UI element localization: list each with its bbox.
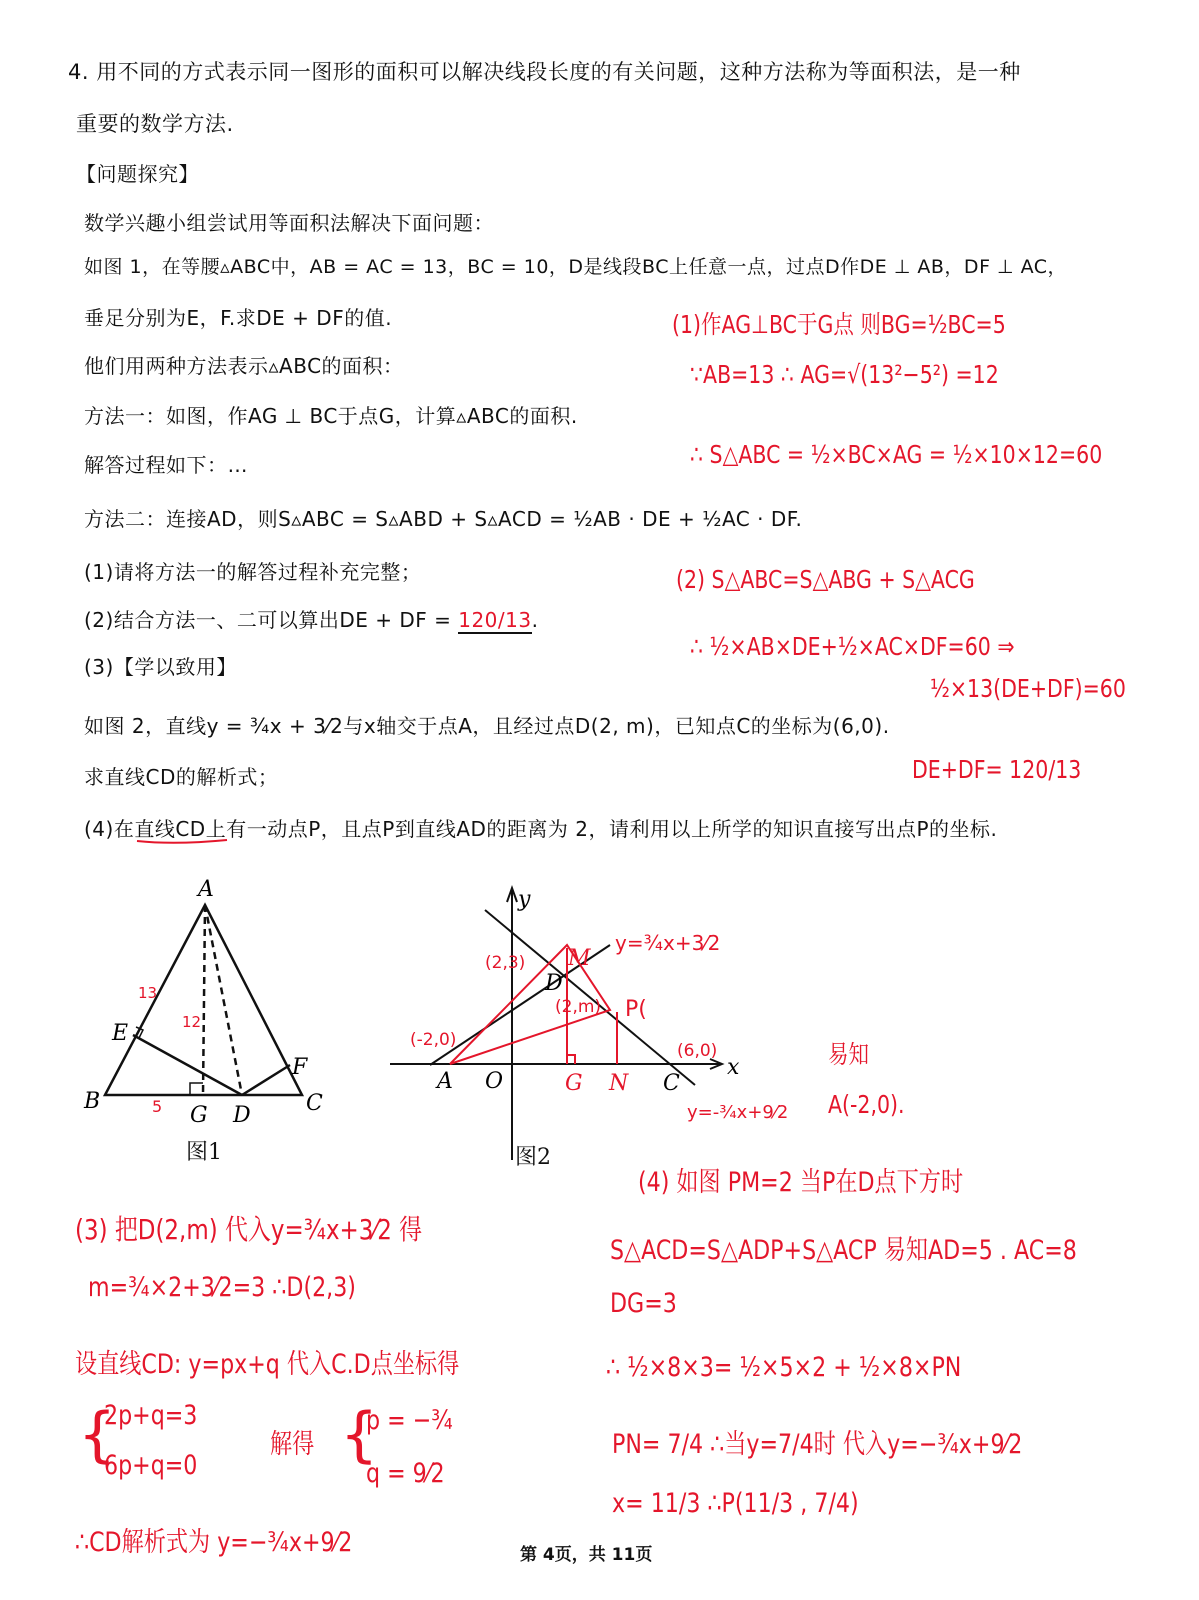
note-line-cd: y=-¾x+9⁄2 xyxy=(687,1102,789,1123)
fig2-label-d: D xyxy=(545,971,563,996)
answer-1-line-1: (1)作AG⊥BC于G点 则BG=½BC=5 xyxy=(672,310,1006,339)
section-title: 【问题探究】 xyxy=(76,162,199,186)
underline-mark xyxy=(135,836,230,846)
fig2-label-a: A xyxy=(437,1069,453,1094)
question-1: (1)请将方法一的解答过程补充完整； xyxy=(84,560,422,584)
answer-2-line-1: (2) S△ABC=S△ABG + S△ACG xyxy=(676,565,975,594)
problem-intro-2: 重要的数学方法. xyxy=(76,112,234,136)
fig1-text-2: 垂足分别为E，F.求DE + DF的值. xyxy=(84,306,393,330)
note-line-ad: y=¾x+3⁄2 xyxy=(615,931,721,955)
label-e: E xyxy=(112,1021,129,1046)
fig2-label-x: x xyxy=(727,1055,740,1080)
note-13: 13 xyxy=(138,984,158,1002)
note-a-coord: (-2,0) xyxy=(410,1030,457,1050)
question-3-text-2: 求直线CD的解析式； xyxy=(84,765,279,789)
label-b: B xyxy=(84,1089,101,1114)
brace-icon: { xyxy=(78,1400,117,1470)
question-2-text: (2)结合方法一、二可以算出DE + DF = xyxy=(84,608,459,632)
note-c-coord: (6,0) xyxy=(677,1041,718,1061)
figure-2-caption: 图2 xyxy=(515,1145,551,1170)
fig2-label-m: M xyxy=(568,946,591,971)
answer-3-line-1: (3) 把D(2,m) 代入y=¾x+3⁄2 得 xyxy=(75,1213,423,1246)
answer-3-solution-2: q = 9⁄2 xyxy=(366,1458,445,1489)
label-g: G xyxy=(190,1103,208,1128)
label-f: F xyxy=(292,1055,308,1080)
answer-3-solve: 解得 xyxy=(270,1429,315,1460)
fig2-label-o: O xyxy=(485,1069,504,1094)
question-3-text: 如图 2，直线y = ¾x + 3⁄2与x轴交于点A，且经过点D(2, m)，已知点C的坐标为(6,0). xyxy=(84,714,890,738)
answer-3-line-3: 设直线CD: y=px+q 代入C.D点坐标得 xyxy=(75,1349,460,1380)
answer-1-line-3: ∴ S△ABC = ½×BC×AG = ½×10×12=60 xyxy=(690,440,1103,469)
figure-1-caption: 图1 xyxy=(186,1140,222,1165)
answer-3-solution-1: p = −¾ xyxy=(366,1405,453,1436)
answer-3-line-4: ∴CD解析式为 y=−¾x+9⁄2 xyxy=(75,1527,353,1558)
answer-3-system-2: 6p+q=0 xyxy=(104,1450,198,1481)
answer-2-line-3: ½×13(DE+DF)=60 xyxy=(930,674,1126,703)
method-one-process: 解答过程如下：… xyxy=(84,453,248,477)
answer-4-line-6: x= 11/3 ∴P(11/3 , 7/4) xyxy=(612,1488,859,1519)
note-p: P( xyxy=(625,997,647,1022)
fig2-label-y: y xyxy=(518,887,531,912)
fig2-label-n: N xyxy=(609,1071,629,1096)
answer-1-line-2: ∵AB=13 ∴ AG=√(13²−5²) =12 xyxy=(690,360,999,389)
answer-3-system-1: 2p+q=3 xyxy=(104,1400,198,1431)
note-5: 5 xyxy=(152,1097,163,1116)
note-12: 12 xyxy=(182,1013,202,1031)
question-4: (4)在直线CD上有一动点P，且点P到直线AD的距离为 2，请利用以上所学的知识直接写出点P的坐标. xyxy=(84,817,998,841)
answer-4-line-2: S△ACD=S△ADP+S△ACP 易知AD=5 . AC=8 xyxy=(610,1235,1077,1266)
fig2-label-g: G xyxy=(565,1071,583,1096)
method-two: 方法二：连接AD，则S▵ABC = S▵ABD + S▵ACD = ½AB · DE + ½AC · DF. xyxy=(84,507,803,531)
side-note-2: A(-2,0). xyxy=(828,1090,905,1119)
answer-blank: 120/13 xyxy=(458,608,532,632)
side-note-1: 易知 xyxy=(828,1040,870,1069)
answer-4-line-3: DG=3 xyxy=(610,1288,677,1319)
note-dm-coord: (2,m) xyxy=(555,997,602,1017)
answer-2-line-2: ∴ ½×AB×DE+½×AC×DF=60 ⇒ xyxy=(690,632,1015,661)
label-a: A xyxy=(198,877,214,902)
fig2-label-c: C xyxy=(663,1071,680,1096)
question-2 xyxy=(84,604,538,634)
figure-2 xyxy=(385,870,805,1170)
question-2-end: . xyxy=(531,608,539,632)
answer-4-line-4: ∴ ½×8×3= ½×5×2 + ½×8×PN xyxy=(606,1352,962,1383)
page-footer: 第 4页，共 11页 xyxy=(520,1545,653,1565)
methods-intro: 他们用两种方法表示▵ABC的面积： xyxy=(84,354,404,378)
answer-2-line-4: DE+DF= 120/13 xyxy=(912,755,1082,784)
fig1-text: 如图 1，在等腰▵ABC中，AB = AC = 13，BC = 10，D是线段BC上任意一点，过点D作DE ⊥ AB，DF ⊥ AC， xyxy=(84,256,1068,278)
problem-intro: 4. 用不同的方式表示同一图形的面积可以解决线段长度的有关问题，这种方法称为等面积法，是一种 xyxy=(68,60,1021,84)
brace-icon-2: { xyxy=(340,1400,379,1470)
label-d: D xyxy=(233,1103,251,1128)
note-d-coord: (2,3) xyxy=(485,953,526,973)
answer-3-line-2: m=¾×2+3⁄2=3 ∴D(2,3) xyxy=(88,1272,356,1303)
label-c: C xyxy=(306,1091,323,1116)
answer-4-line-1: (4) 如图 PM=2 当P在D点下方时 xyxy=(638,1167,964,1198)
figure-1 xyxy=(70,870,360,1170)
question-3: (3)【学以致用】 xyxy=(84,655,237,679)
method-one: 方法一：如图，作AG ⊥ BC于点G，计算▵ABC的面积. xyxy=(84,404,578,428)
intro-text: 数学兴趣小组尝试用等面积法解决下面问题： xyxy=(84,211,494,235)
answer-4-line-5: PN= 7/4 ∴当y=7/4时 代入y=−¾x+9⁄2 xyxy=(612,1429,1023,1460)
